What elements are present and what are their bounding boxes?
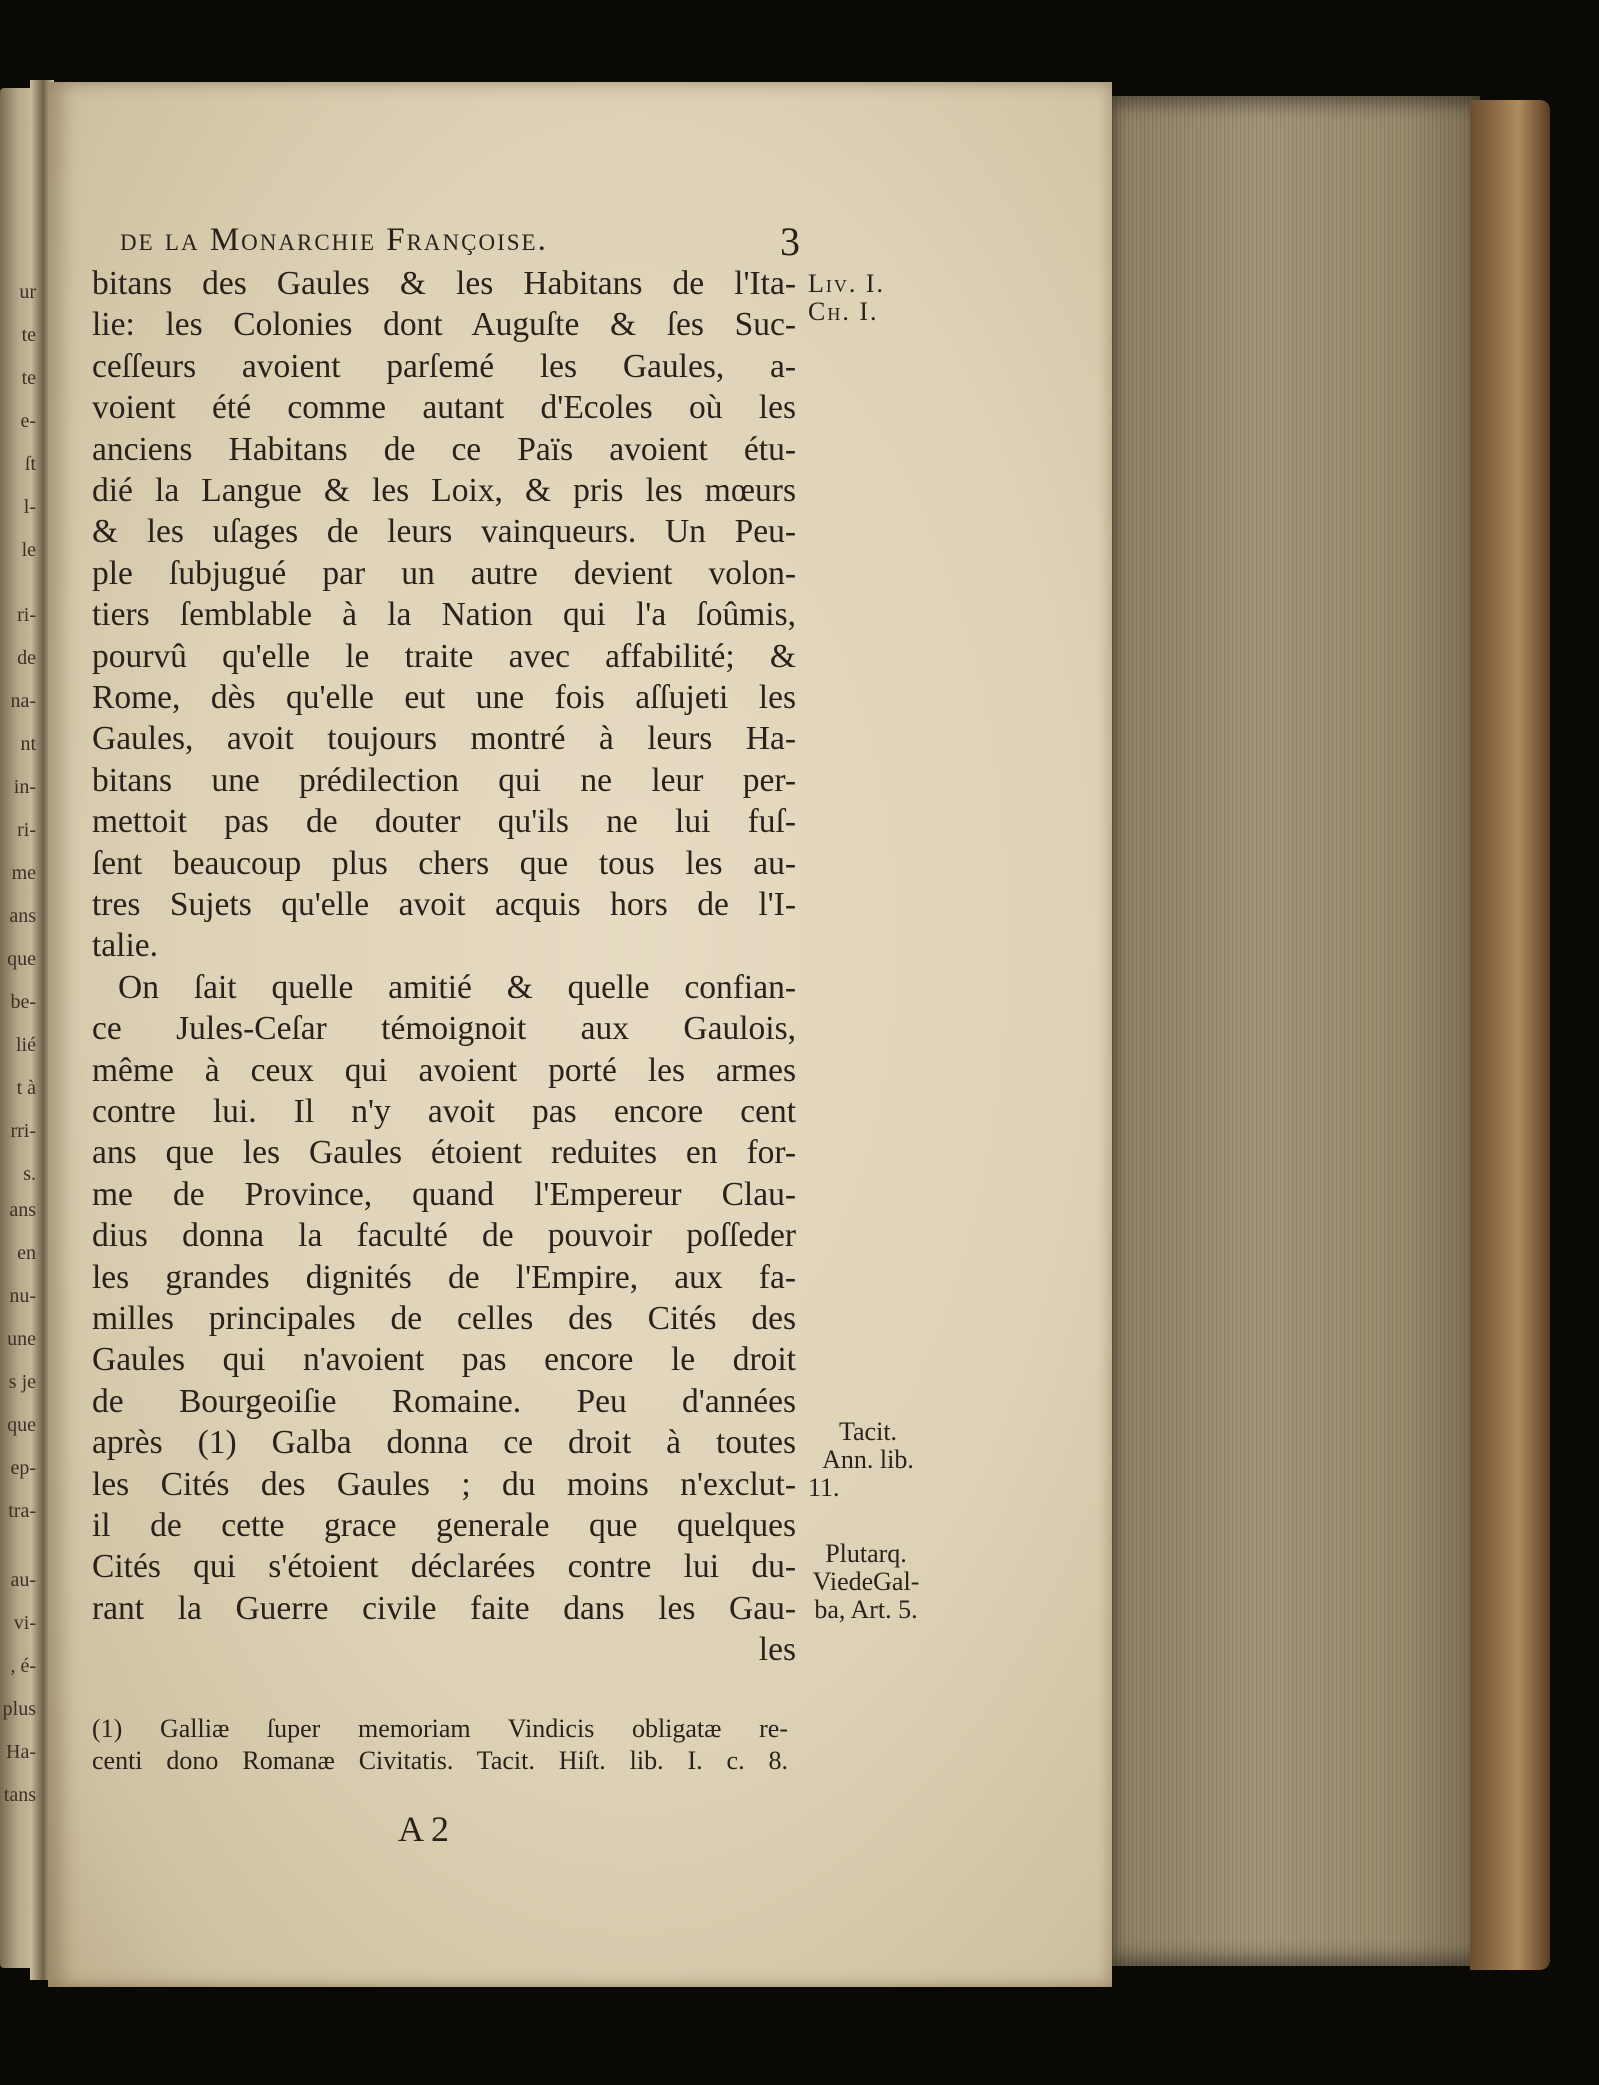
book-cover: [1470, 100, 1550, 1970]
footnote-line: (1) Galliæ ſuper memoriam Vindicis obligatæ re-: [92, 1714, 788, 1743]
text-line: les grandes dignités de l'Empire, aux fa-: [92, 1258, 796, 1296]
edge-text-fragment: l-: [23, 496, 36, 518]
edge-text-fragment: une: [7, 1328, 36, 1350]
text-line: contre lui. Il n'y avoit pas encore cent: [92, 1093, 796, 1130]
edge-text-fragment: plus: [2, 1698, 36, 1720]
page-number: 3: [780, 219, 800, 264]
text-line: Cités qui s'étoient déclarées contre lui du-: [92, 1548, 796, 1586]
text-line: voient été comme autant d'Ecoles où les: [92, 389, 796, 427]
text-line: les Cités des Gaules ; du moins n'exclut-: [92, 1465, 796, 1503]
edge-text-fragment: ur: [19, 281, 36, 303]
edge-text-fragment: nu-: [9, 1285, 36, 1307]
edge-text-fragment: ſt: [24, 453, 36, 475]
edge-text-fragment: e-: [20, 410, 36, 432]
text-line: ce Jules-Ceſar témoignoit aux Gaulois,: [92, 1010, 796, 1048]
edge-text-fragment: au-: [10, 1569, 36, 1591]
text-line: de Bourgeoiſie Romaine. Peu d'années: [92, 1382, 796, 1420]
edge-text-fragment: rri-: [10, 1120, 36, 1142]
edge-text-fragment: nt: [20, 733, 36, 755]
text-line: On ſait quelle amitié & quelle confian-: [118, 968, 796, 1006]
signature-mark: A 2: [398, 1809, 450, 1849]
edge-text-fragment: que: [7, 948, 36, 970]
text-line: & les uſages de leurs vainqueurs. Un Peu-: [92, 513, 796, 551]
margin-head-book: Liv. I.: [808, 269, 886, 298]
margin-note-plutarch: [796, 1540, 936, 1624]
text-line: pourvû qu'elle le traite avec affabilité; &: [92, 637, 796, 675]
text-line: bitans des Gaules & les Habitans de l'Ita-: [92, 265, 796, 302]
margin-note-line: Tacit.: [838, 1417, 898, 1446]
text-line: milles principales de celles des Cités des: [92, 1300, 796, 1337]
text-line: il de cette grace generale que quelques: [92, 1507, 796, 1544]
margin-note-line: Ann. lib.: [822, 1445, 914, 1474]
edge-text-fragment: vi-: [13, 1612, 36, 1634]
edge-text-fragment: ans: [9, 1199, 36, 1221]
text-line: me de Province, quand l'Empereur Clau-: [92, 1175, 796, 1213]
edge-text-fragment: t à: [16, 1077, 36, 1099]
running-head-title: de la Monarchie Françoise.: [120, 222, 548, 258]
text-line: bitans une prédilection qui ne leur per-: [92, 761, 796, 799]
text-line: rant la Guerre civile faite dans les Gau-: [92, 1589, 796, 1627]
text-line: anciens Habitans de ce Païs avoient étu-: [92, 430, 796, 468]
edge-text-fragment: lié: [16, 1034, 36, 1056]
text-line: dié la Langue & les Loix, & pris les mœurs: [92, 472, 796, 509]
edge-text-fragment: le: [21, 539, 36, 561]
edge-text-fragment: te: [21, 367, 36, 389]
text-line: dius donna la faculté de pouvoir poſſeder: [92, 1217, 796, 1255]
text-line: Rome, dès qu'elle eut une fois aſſujeti les: [92, 679, 796, 716]
text-line: ceſſeurs avoient parſemé les Gaules, a-: [92, 347, 796, 385]
edge-text-fragment: me: [11, 862, 36, 884]
edge-text-fragment: ep-: [10, 1457, 36, 1479]
edge-text-fragment: que: [7, 1414, 36, 1436]
text-line: tiers ſemblable à la Nation qui l'a ſoûmis,: [92, 596, 796, 634]
text-line: ans que les Gaules étoient reduites en for-: [92, 1134, 796, 1172]
text-line: tres Sujets qu'elle avoit acquis hors de l'I-: [92, 886, 796, 923]
text-line: Gaules, avoit toujours montré à leurs Ha-: [92, 720, 796, 758]
running-head: [120, 219, 820, 264]
edge-text-fragment: ri-: [17, 604, 36, 626]
text-line: même à ceux qui avoient porté les armes: [92, 1051, 796, 1089]
edge-text-fragment: ans: [9, 905, 36, 927]
margin-note-line: 11.: [808, 1473, 840, 1502]
text-line: ſent beaucoup plus chers que tous les au-: [92, 844, 796, 882]
text-line: après (1) Galba donna ce droit à toutes: [92, 1424, 796, 1462]
text-line: ple ſubjugué par un autre devient volon-: [92, 554, 796, 592]
edge-text-fragment: ri-: [17, 819, 36, 841]
edge-text-fragment: Ha-: [6, 1741, 36, 1763]
page-edges: [1112, 96, 1480, 1966]
edge-text-fragment: , é-: [10, 1655, 36, 1677]
edge-text-fragment: de: [17, 647, 36, 669]
margin-head: [808, 270, 885, 326]
text-line: Gaules qui n'avoient pas encore le droit: [92, 1341, 796, 1379]
edge-text-fragment: te: [21, 324, 36, 346]
margin-note-line: ViedeGal-: [812, 1567, 920, 1596]
edge-text-fragment: na-: [10, 690, 36, 712]
edge-text-fragment: be-: [10, 991, 36, 1013]
text-line: mettoit pas de douter qu'ils ne lui fuſ-: [92, 803, 796, 841]
margin-note-line: ba, Art. 5.: [814, 1595, 918, 1624]
edge-text-fragment: s.: [23, 1163, 36, 1185]
edge-text-fragment: tra-: [8, 1500, 36, 1522]
text-line: les: [758, 1631, 796, 1669]
edge-text-fragment: en: [17, 1242, 36, 1264]
edge-text-fragment: s je: [8, 1371, 36, 1393]
edge-text-fragment: tans: [3, 1784, 36, 1806]
footnote-line: centi dono Romanæ Civitatis. Tacit. Hiſt. lib. I. c. 8.: [92, 1746, 788, 1775]
text-line: talie.: [92, 927, 159, 965]
margin-note-line: Plutarq.: [825, 1539, 907, 1568]
edge-text-fragment: in-: [13, 776, 36, 798]
margin-head-chapter: Ch. I.: [808, 297, 879, 326]
text-line: lie: les Colonies dont Auguſte & ſes Suc-: [92, 306, 796, 344]
margin-note-tacitus: [808, 1418, 928, 1502]
